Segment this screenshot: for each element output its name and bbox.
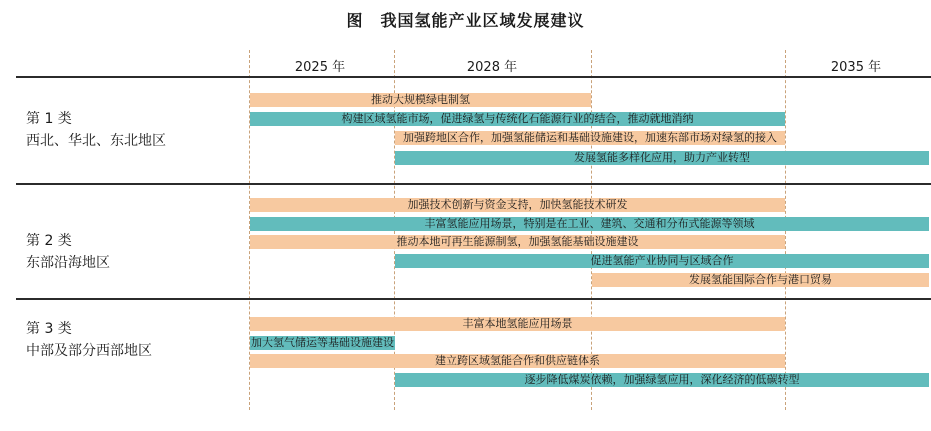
category-2-name: 第 2 类	[26, 233, 72, 249]
year-label-2035: 2035 年	[830, 60, 882, 75]
year-label-2028: 2028 年	[466, 60, 518, 75]
recommendation-bar-7: 推动本地可再生能源制氢，加强氢能基础设施建设	[250, 235, 785, 249]
recommendation-bar-2: 构建区域氢能市场，促进绿氢与传统化石能源行业的结合，推动就地消纳	[250, 112, 785, 126]
diagram-title: 图 我国氢能产业区域发展建议	[346, 11, 585, 30]
category-3-name: 第 3 类	[26, 321, 72, 337]
recommendation-bar-11: 加大氢气储运等基础设施建设	[251, 336, 394, 349]
recommendation-bar-3: 加强跨地区合作，加强氢能储运和基础设施建设，加速东部市场对绿氢的接入	[395, 131, 785, 145]
header-rule	[16, 76, 931, 78]
category-1-region: 西北、华北、东北地区	[26, 133, 166, 149]
recommendation-bar-9: 发展氢能国际合作与港口贸易	[592, 273, 929, 287]
category-3-label	[26, 318, 152, 362]
group-separator-2	[16, 298, 931, 300]
recommendation-bar-13: 逐步降低煤炭依赖，加强绿氢应用，深化经济的低碳转型	[395, 373, 929, 387]
recommendation-bar-10: 丰富本地氢能应用场景	[250, 317, 785, 331]
category-3-region: 中部及部分西部地区	[26, 343, 152, 359]
recommendation-bar-8: 促进氢能产业协同与区域合作	[395, 254, 929, 268]
recommendation-bar-6: 丰富氢能应用场景，特别是在工业、建筑、交通和分布式能源等领域	[250, 217, 929, 231]
year-label-2025: 2025 年	[294, 60, 346, 75]
category-2-label	[26, 230, 110, 274]
category-1-label	[26, 108, 166, 152]
category-1-name: 第 1 类	[26, 111, 72, 127]
category-2-region: 东部沿海地区	[26, 255, 110, 271]
recommendation-bar-1: 推动大规模绿电制氢	[250, 93, 591, 107]
recommendation-bar-5: 加强技术创新与资金支持，加快氢能技术研发	[250, 198, 785, 212]
group-separator-1	[16, 183, 931, 185]
recommendation-bar-12: 建立跨区域氢能合作和供应链体系	[250, 354, 785, 368]
recommendation-bar-4: 发展氢能多样化应用，助力产业转型	[395, 151, 929, 165]
